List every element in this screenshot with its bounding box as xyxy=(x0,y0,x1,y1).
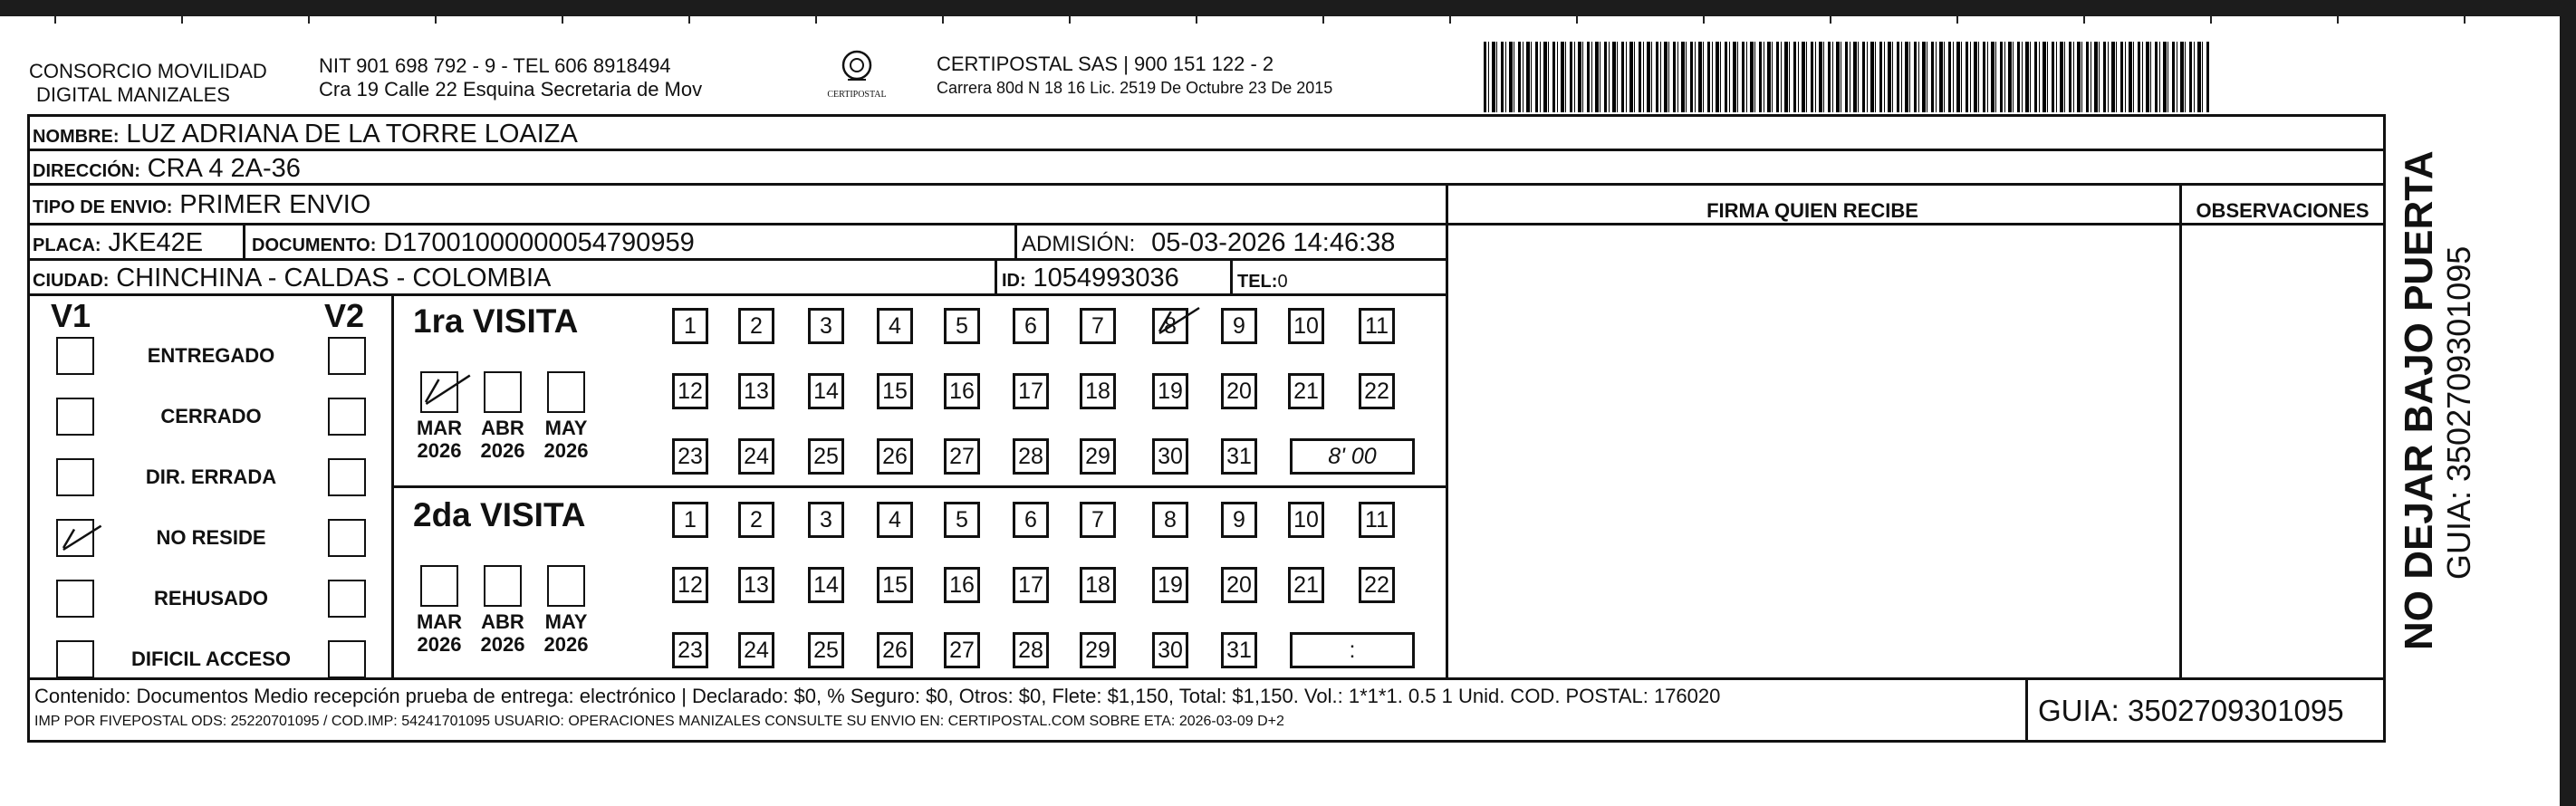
day-box-1[interactable]: 27 xyxy=(944,438,980,475)
time-box-1[interactable]: 8' 00 xyxy=(1290,438,1415,475)
month-name: MAR xyxy=(416,610,463,633)
placa-row xyxy=(33,227,203,261)
footer-line xyxy=(27,677,2386,680)
tel-divider xyxy=(1230,258,1233,293)
day-box-1[interactable]: 3 xyxy=(808,308,844,344)
day-box-1[interactable]: 25 xyxy=(808,438,844,475)
day-box-1[interactable]: 2 xyxy=(738,308,774,344)
tipo-value: PRIMER ENVIO xyxy=(179,190,371,219)
tel-label: TEL: xyxy=(1237,272,1278,292)
day-box-1[interactable]: 23 xyxy=(672,438,708,475)
v1-checkbox-entregado[interactable] xyxy=(56,337,94,375)
status-label-entregado: ENTREGADO xyxy=(147,344,275,367)
day-box-1[interactable]: 13 xyxy=(738,373,774,409)
day-box-1[interactable]: 28 xyxy=(1013,438,1049,475)
day-box-2[interactable]: 12 xyxy=(672,567,708,603)
address-line: Cra 19 Calle 22 Esquina Secretaria de Mov xyxy=(319,78,703,101)
ciudad-label: CIUDAD: xyxy=(33,271,110,291)
day-box-1[interactable]: 5 xyxy=(944,308,980,344)
company-name xyxy=(29,60,267,107)
day-box-2[interactable]: 13 xyxy=(738,567,774,603)
admision-value: 05-03-2026 14:46:38 xyxy=(1151,228,1396,257)
day-box-1[interactable]: 15 xyxy=(877,373,913,409)
v2-checkbox-cerrado[interactable] xyxy=(328,398,366,436)
month-year: 2026 xyxy=(480,633,525,656)
month-year: 2026 xyxy=(543,633,589,656)
month-label-2 xyxy=(413,610,466,656)
day-box-1[interactable]: 16 xyxy=(944,373,980,409)
firma-label: FIRMA QUIEN RECIBE xyxy=(1706,199,1918,222)
visit-title-1: 1ra VISITA xyxy=(413,302,579,340)
month-year: 2026 xyxy=(417,439,462,462)
month-checkbox-may-1[interactable] xyxy=(547,371,585,413)
day-box-1[interactable]: 6 xyxy=(1013,308,1049,344)
tel-value: 0 xyxy=(1277,272,1288,292)
day-box-2[interactable]: 20 xyxy=(1221,567,1257,603)
nombre-value: LUZ ADRIANA DE LA TORRE LOAIZA xyxy=(126,120,578,149)
day-box-2[interactable]: 3 xyxy=(808,502,844,538)
placa-label: PLACA: xyxy=(33,235,101,255)
day-box-1[interactable]: 14 xyxy=(808,373,844,409)
day-box-2[interactable]: 18 xyxy=(1080,567,1116,603)
day-box-2[interactable]: 7 xyxy=(1080,502,1116,538)
status-label-dificil-acceso: DIFICIL ACCESO xyxy=(130,648,291,670)
v1-checkbox-cerrado[interactable] xyxy=(56,398,94,436)
day-box-1[interactable]: 11 xyxy=(1359,308,1395,344)
visit-title-2: 2da VISITA xyxy=(413,496,586,533)
nombre-label: NOMBRE: xyxy=(33,127,120,147)
day-box-2[interactable]: 28 xyxy=(1013,632,1049,668)
day-box-2[interactable]: 15 xyxy=(877,567,913,603)
tel-row xyxy=(1237,264,1288,297)
month-checkbox-abr-1[interactable] xyxy=(484,371,522,413)
v1-checkbox-rehusado[interactable] xyxy=(56,580,94,618)
company-line2: DIGITAL MANIZALES xyxy=(36,83,230,106)
day-box-1[interactable]: 30 xyxy=(1152,438,1188,475)
footer-imp-line: IMP POR FIVEPOSTAL ODS: 25220701095 / COD.IMP: 54241701095 USUARIO: OPERACIONES MANIZALES CONSULTE SU ENVIO EN: CERTIPOSTAL.COM SOBRE ETA: 2026-03-09 D+2 xyxy=(34,714,1284,729)
documento-row xyxy=(252,227,695,261)
direccion-value: CRA 4 2A-36 xyxy=(147,154,301,183)
day-box-2[interactable]: 25 xyxy=(808,632,844,668)
v2-checkbox-dir-errada[interactable] xyxy=(328,458,366,496)
nombre-row xyxy=(33,119,578,152)
day-box-1[interactable]: 8 xyxy=(1152,308,1188,344)
day-box-2[interactable]: 6 xyxy=(1013,502,1049,538)
day-box-2[interactable]: 10 xyxy=(1288,502,1324,538)
firma-left-line xyxy=(1446,183,1448,677)
day-box-1[interactable]: 24 xyxy=(738,438,774,475)
day-box-2[interactable]: 11 xyxy=(1359,502,1395,538)
day-box-2[interactable]: 26 xyxy=(877,632,913,668)
scan-edge-top-noise xyxy=(0,16,2576,24)
day-box-1[interactable]: 29 xyxy=(1080,438,1116,475)
month-name: MAY xyxy=(544,417,588,439)
placa-value: JKE42E xyxy=(108,228,204,257)
month-label-1 xyxy=(413,417,466,462)
month-name: MAY xyxy=(544,610,588,633)
obs-right-line xyxy=(2383,149,2386,677)
day-box-2[interactable]: 21 xyxy=(1288,567,1324,603)
v1-checkbox-dificil-acceso[interactable] xyxy=(56,640,94,678)
v1-checkbox-dir-errada[interactable] xyxy=(56,458,94,496)
obs-header xyxy=(2181,194,2384,226)
barcode xyxy=(1484,42,2210,112)
logo-text: CERTIPOSTAL xyxy=(827,90,887,100)
visit-divider xyxy=(393,485,1447,488)
tipo-label: TIPO DE ENVIO: xyxy=(33,197,173,217)
day-box-2[interactable]: 22 xyxy=(1359,567,1395,603)
day-box-1[interactable]: 26 xyxy=(877,438,913,475)
company-contact xyxy=(319,54,702,101)
day-box-2[interactable]: 4 xyxy=(877,502,913,538)
day-box-2[interactable]: 23 xyxy=(672,632,708,668)
month-checkbox-mar-2[interactable] xyxy=(420,565,458,607)
side-no-dejar: NO DEJAR BAJO PUERTA xyxy=(2397,150,2441,650)
admision-label: ADMISIÓN: xyxy=(1022,232,1136,256)
day-box-2[interactable]: 17 xyxy=(1013,567,1049,603)
row-line-2 xyxy=(27,183,2386,186)
status-label-no-reside: NO RESIDE xyxy=(156,526,266,549)
company-line1: CONSORCIO MOVILIDAD xyxy=(29,60,267,82)
ciudad-row xyxy=(33,263,551,296)
day-box-2[interactable]: 5 xyxy=(944,502,980,538)
scan-edge-top xyxy=(0,0,2576,16)
day-box-1[interactable]: 4 xyxy=(877,308,913,344)
day-checkmark xyxy=(1156,302,1192,339)
month-name: MAR xyxy=(416,417,463,439)
id-label: ID: xyxy=(1002,271,1026,291)
month-checkbox-may-2[interactable] xyxy=(547,565,585,607)
day-box-1[interactable]: 7 xyxy=(1080,308,1116,344)
day-box-1[interactable]: 18 xyxy=(1080,373,1116,409)
day-box-2[interactable]: 30 xyxy=(1152,632,1188,668)
day-box-2[interactable]: 2 xyxy=(738,502,774,538)
day-box-1[interactable]: 1 xyxy=(672,308,708,344)
scan-edge-right xyxy=(2560,0,2576,806)
day-box-1[interactable]: 9 xyxy=(1221,308,1257,344)
status-divider xyxy=(391,293,394,677)
day-box-2[interactable]: 29 xyxy=(1080,632,1116,668)
day-box-1[interactable]: 21 xyxy=(1288,373,1324,409)
documento-value: D17001000000054790959 xyxy=(383,228,695,257)
month-year: 2026 xyxy=(417,633,462,656)
month-name: ABR xyxy=(481,417,524,439)
day-box-2[interactable]: 8 xyxy=(1152,502,1188,538)
month-label-1 xyxy=(540,417,592,462)
day-box-2[interactable]: 31 xyxy=(1221,632,1257,668)
day-box-2[interactable]: 14 xyxy=(808,567,844,603)
certi-line2: Carrera 80d N 18 16 Lic. 2519 De Octubre 23 De 2015 xyxy=(937,79,1333,97)
placa-divider xyxy=(243,223,245,258)
month-year: 2026 xyxy=(480,439,525,462)
id-row xyxy=(1002,263,1179,296)
firma-header xyxy=(1446,194,2179,226)
v2-checkbox-dificil-acceso[interactable] xyxy=(328,640,366,678)
month-name: ABR xyxy=(481,610,524,633)
day-box-2[interactable]: 24 xyxy=(738,632,774,668)
day-box-1[interactable]: 20 xyxy=(1221,373,1257,409)
v2-checkbox-no-reside[interactable] xyxy=(328,519,366,557)
side-guia: GUIA: 3502709301095 xyxy=(2440,245,2477,580)
guia-divider xyxy=(2025,677,2028,743)
month-label-2 xyxy=(540,610,592,656)
day-box-1[interactable]: 19 xyxy=(1152,373,1188,409)
day-box-1[interactable]: 12 xyxy=(672,373,708,409)
admision-divider xyxy=(1014,223,1017,258)
day-box-2[interactable]: 19 xyxy=(1152,567,1188,603)
ciudad-value: CHINCHINA - CALDAS - COLOMBIA xyxy=(116,264,552,293)
observaciones-label: OBSERVACIONES xyxy=(2196,199,2369,222)
certi-line1: CERTIPOSTAL SAS | 900 151 122 - 2 xyxy=(937,53,1274,75)
v1-checkmark xyxy=(60,521,94,555)
id-divider xyxy=(995,258,997,293)
status-label-cerrado: CERRADO xyxy=(160,405,262,427)
id-value: 1054993036 xyxy=(1033,264,1179,293)
day-box-1[interactable]: 17 xyxy=(1013,373,1049,409)
certipostal-info xyxy=(937,53,1332,98)
obs-left-line xyxy=(2179,183,2182,677)
certipostal-logo xyxy=(813,49,900,109)
footer-contenido: Contenido: Documentos Medio recepción prueba de entrega: electrónico | Declarado: $0, % Seguro: $0, Otros: $0, Flete: $1,150, Total: $1,150. Vol.: 1*1*1. 0.5 1 Unid. COD. POSTAL: 176020 xyxy=(34,685,1721,707)
status-label-rehusado: REHUSADO xyxy=(154,587,268,609)
v2-checkbox-rehusado[interactable] xyxy=(328,580,366,618)
tipo-row xyxy=(33,189,370,223)
documento-label: DOCUMENTO: xyxy=(252,235,377,255)
day-box-1[interactable]: 10 xyxy=(1288,308,1324,344)
month-year: 2026 xyxy=(543,439,589,462)
month-label-1 xyxy=(476,417,529,462)
time-box-2[interactable]: : xyxy=(1290,632,1415,668)
footer-guia: GUIA: 3502709301095 xyxy=(2038,694,2344,727)
v2-label: V2 xyxy=(324,297,365,334)
day-box-1[interactable]: 31 xyxy=(1221,438,1257,475)
month-checkmark xyxy=(422,369,462,409)
nit-line: NIT 901 698 792 - 9 - TEL 606 8918494 xyxy=(319,54,671,77)
month-label-2 xyxy=(476,610,529,656)
month-checkbox-abr-2[interactable] xyxy=(484,565,522,607)
logo-emblem-icon xyxy=(837,49,877,85)
day-box-2[interactable]: 1 xyxy=(672,502,708,538)
v2-checkbox-entregado[interactable] xyxy=(328,337,366,375)
status-label-dir-errada: DIR. ERRADA xyxy=(145,465,277,488)
day-box-2[interactable]: 27 xyxy=(944,632,980,668)
day-box-2[interactable]: 16 xyxy=(944,567,980,603)
day-box-2[interactable]: 9 xyxy=(1221,502,1257,538)
day-box-1[interactable]: 22 xyxy=(1359,373,1395,409)
direccion-label: DIRECCIÓN: xyxy=(33,161,140,181)
v1-label: V1 xyxy=(51,297,91,334)
admision-row xyxy=(1022,227,1395,260)
direccion-row xyxy=(33,153,301,187)
